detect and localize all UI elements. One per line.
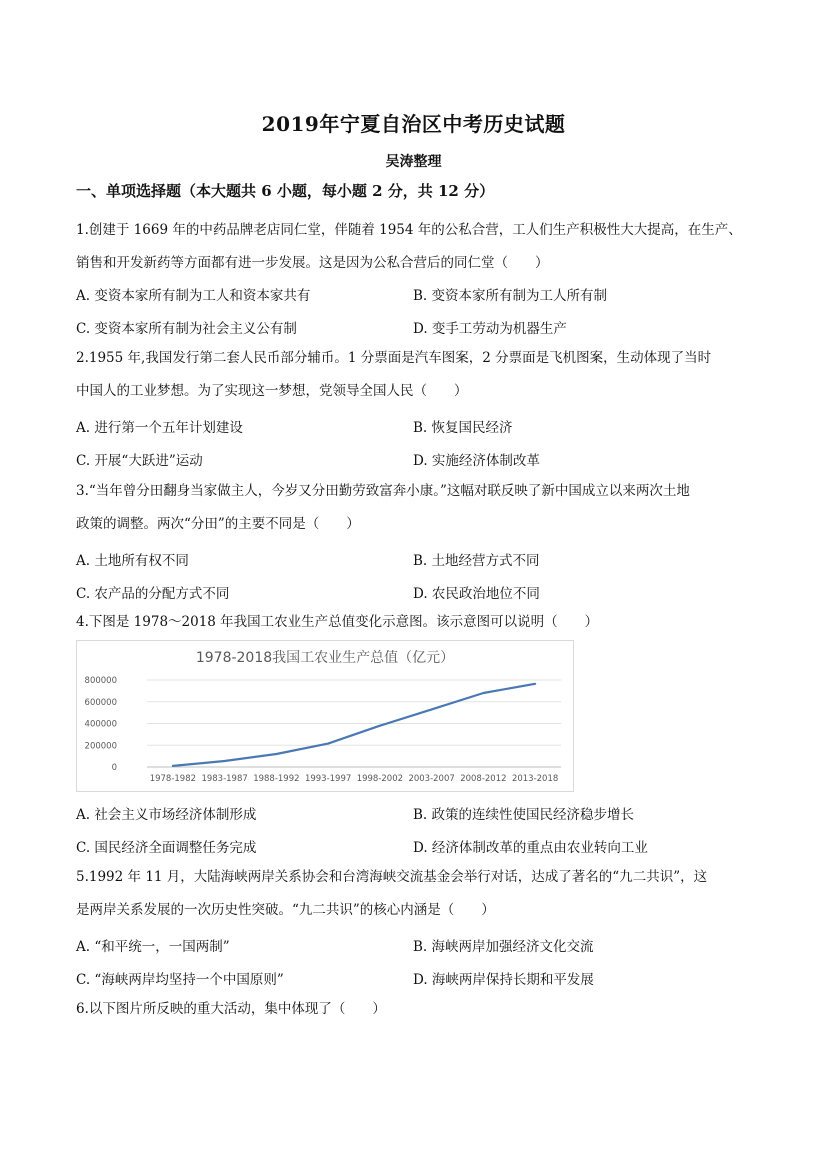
chart-xtick-label: 2013-2018 xyxy=(511,774,559,784)
question-5-option-b: B. 海峡两岸加强经济文化交流 xyxy=(413,939,594,955)
question-1-option-a: A. 变资本家所有制为工人和资本家共有 xyxy=(76,288,311,304)
question-6-stem xyxy=(76,993,756,1026)
question-1-option-d: D. 变手工劳动为机器生产 xyxy=(413,321,567,337)
question-3-option-d: D. 农民政治地位不同 xyxy=(413,586,540,602)
chart-figure xyxy=(76,640,574,792)
line-chart xyxy=(77,641,573,791)
chart-ytick-label: 0 xyxy=(111,763,117,773)
question-2-option-c: C. 开展“大跃进”运动 xyxy=(76,453,203,469)
question-3-line-2: 政策的调整。两次“分田”的主要不同是（ ） xyxy=(76,516,360,532)
question-2-line-1: 2.1955 年,我国发行第二套人民币部分辅币。1 分票面是汽车图案，2 分票面是飞机图案，生动体现了当时 xyxy=(76,350,712,366)
section-heading: 一、单项选择题（本大题共 6 小题，每小题 2 分，共 12 分） xyxy=(76,182,495,200)
chart-xtick-label: 1988-1992 xyxy=(253,774,300,784)
chart-ytick-label: 600000 xyxy=(84,697,117,708)
question-4-option-d: D. 经济体制改革的重点由农业转向工业 xyxy=(413,840,648,856)
question-2-option-a: A. 进行第一个五年计划建设 xyxy=(76,420,243,436)
chart-xtick-label: 2003-2007 xyxy=(408,774,455,784)
question-2-line-2: 中国人的工业梦想。为了实现这一梦想，党领导全国人民（ ） xyxy=(76,383,468,399)
chart-xtick-label: 1983-1987 xyxy=(201,774,248,784)
question-3-option-c: C. 农产品的分配方式不同 xyxy=(76,586,230,602)
question-4-option-a: A. 社会主义市场经济体制形成 xyxy=(76,807,257,823)
chart-title: 1978-2018我国工农业生产总值（亿元） xyxy=(195,650,455,666)
chart-ytick-label: 400000 xyxy=(84,719,117,730)
question-1-option-b: B. 变资本家所有制为工人所有制 xyxy=(413,288,608,304)
question-4-option-b: B. 政策的连续性使国民经济稳步增长 xyxy=(413,807,635,823)
question-3-line-1: 3.“当年曾分田翻身当家做主人，今岁又分田勤劳致富奔小康。”这幅对联反映了新中国成立以来两次土地 xyxy=(76,483,690,499)
question-3-stem xyxy=(76,475,756,541)
question-3-option-a: A. 土地所有权不同 xyxy=(76,553,189,569)
question-5-option-c: C. “海峡两岸均坚持一个中国原则” xyxy=(76,972,284,988)
question-2-stem xyxy=(76,342,756,408)
chart-ytick-label: 800000 xyxy=(84,676,117,686)
question-2-option-d: D. 实施经济体制改革 xyxy=(413,453,540,469)
question-5-option-d: D. 海峡两岸保持长期和平发展 xyxy=(413,972,594,988)
chart-ytick-label: 200000 xyxy=(84,741,117,752)
chart-xtick-label: 1978-1982 xyxy=(149,774,197,784)
doc-author: 吴涛整理 xyxy=(385,154,442,170)
question-5-line-2: 是两岸关系发展的一次历史性突破。“九二共识”的核心内涵是（ ） xyxy=(76,902,495,918)
question-1-line-2: 销售和开发新药等方面都有进一步发展。这是因为公私合营后的同仁堂（ ） xyxy=(76,255,549,271)
question-5-option-a: A. “和平统一，一国两制” xyxy=(76,939,230,955)
chart-series-line xyxy=(173,684,535,766)
question-4-line-1: 4.下图是 1978～2018 年我国工农业生产总值变化示意图。该示意图可以说明（ ） xyxy=(76,614,599,630)
question-1-line-1: 1.创建于 1669 年的中药品牌老店同仁堂，伴随着 1954 年的公私合营，工人们生产积极性大大提高，在生产、 xyxy=(76,222,742,238)
chart-xtick-label: 1998-2002 xyxy=(356,774,404,784)
chart-xtick-label: 2008-2012 xyxy=(460,774,507,784)
question-1-stem xyxy=(76,214,756,280)
question-4-option-c: C. 国民经济全面调整任务完成 xyxy=(76,840,257,856)
question-2-option-b: B. 恢复国民经济 xyxy=(413,420,513,436)
question-5-line-1: 5.1992 年 11 月，大陆海峡两岸关系协会和台湾海峡交流基金会举行对话，达成了著名的“九二共识”，这 xyxy=(76,869,708,885)
question-1-option-c: C. 变资本家所有制为社会主义公有制 xyxy=(76,321,297,337)
question-5-stem xyxy=(76,861,756,927)
doc-title: 2019年宁夏自治区中考历史试题 xyxy=(261,112,566,136)
question-4-stem xyxy=(76,606,756,639)
question-3-option-b: B. 土地经营方式不同 xyxy=(413,553,540,569)
chart-xtick-label: 1993-1997 xyxy=(304,774,352,784)
question-6-line-1: 6.以下图片所反映的重大活动，集中体现了（ ） xyxy=(76,1001,386,1017)
